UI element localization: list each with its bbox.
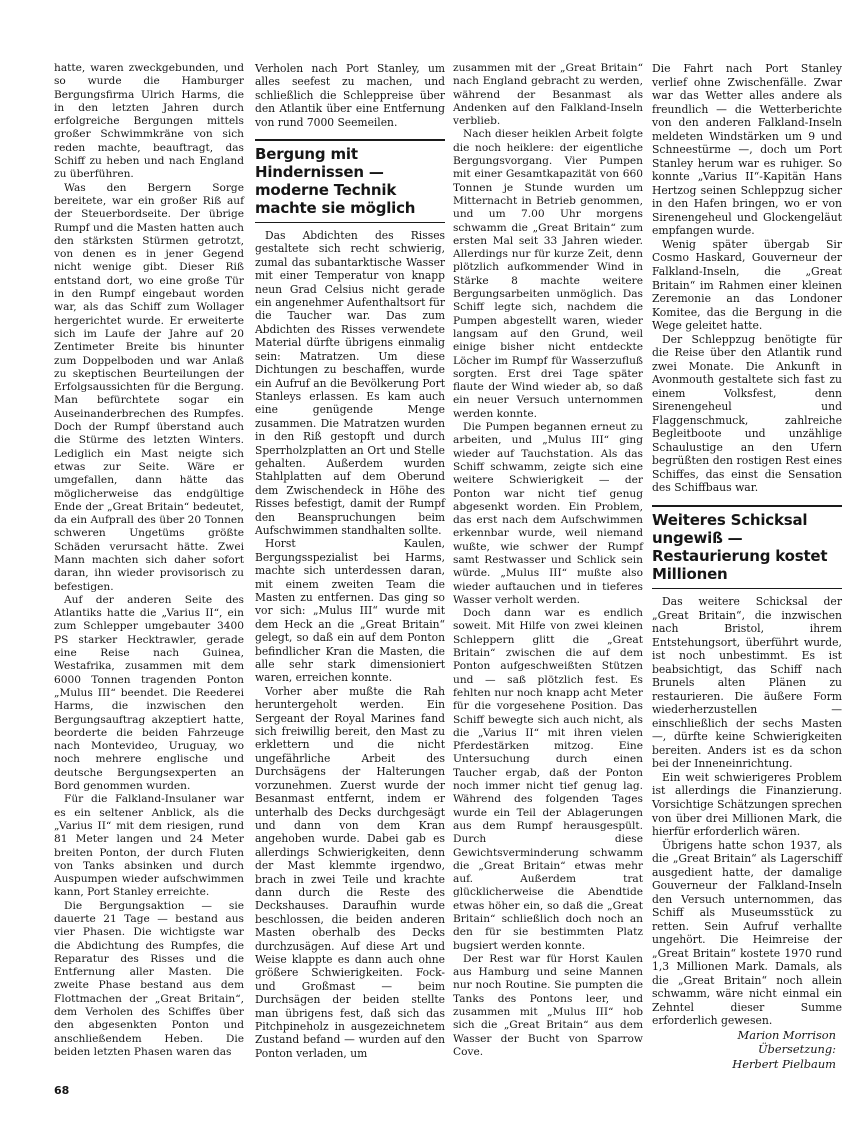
translator-credit: Herbert Pielbaum (732, 1056, 836, 1071)
paragraph: Verholen nach Port Stanley, um alles seefest zu machen, und schließlich die Schleppreise über den Atlantik über eine Entfernung von rund 7000 Seemeilen. (255, 62, 445, 129)
paragraph: Auf der anderen Seite des Atlantiks hatte die „Varius II“, ein zum Schlepper umgebauter 3400 PS starker Hecktrawler, gerade eine Reise nach Guinea, Westafrika, zusammen mit dem 6000 Tonnen tragenden Ponton „Mulus III“ beendet. Die Reederei Harms, die inzwischen den Bergungsauftrag akzeptiert hatte, beorderte die beiden Fahrzeuge nach Montevideo, Uruguay, wo noch mehrere englische und deutsche Bergungsexperten an Bord genommen wurden. (54, 593, 244, 793)
paragraph: Wenig später übergab Sir Cosmo Haskard, Gouverneur der Falkland-Inseln, die „Great Britain“ im Rahmen einer kleinen Zeremonie an das Londoner Komitee, das die Bergung in die Wege geleitet hatte. (652, 237, 842, 333)
heading-divider (255, 222, 445, 223)
section-heading: Bergung mit Hindernissen — moderne Technik machte sie möglich (255, 145, 416, 218)
column-1 (54, 62, 244, 1059)
paragraph: Für die Falkland-Insulaner war es ein seltener Anblick, als die „Varius II“ mit dem riesigen, rund 81 Meter langen und 24 Meter breiten Ponton, der durch Fluten von Tanks absinken und durch Auspumpen wieder aufschwimmen kann, Port Stanley erreichte. (54, 793, 244, 899)
paragraph: Doch dann war es endlich soweit. Mit Hilfe von zwei kleinen Schleppern glitt die „Great Britain“ zwischen die auf dem Ponton aufgeschweißten Stützen und — saß plötzlich fest. Es fehlten nur noch knapp acht Meter für die vorgesehene Position. Das Schiff bewegte sich auch nicht, als die „Varius II“ mit ihren vielen Pferdestärken mitzog. Eine Untersuchung durch einen Taucher ergab, daß der Ponton noch immer nicht tief genug lag. Während des folgenden Tages wurde ein Teil der Ablagerungen aus dem Rumpf herausgespült. Durch diese Gewichtsverminderung schwamm die „Great Britain“ etwas mehr auf. Außerdem trat glücklicherweise die Abendtide etwas höher ein, so daß die „Great Britain“ schließlich doch noch an den für sie bestimmten Platz bugsiert werden konnte. (453, 607, 643, 952)
paragraph: Ein weit schwierigeres Problem ist allerdings die Finanzierung. Vorsichtige Schätzungen sprechen von über drei Millionen Mark, die hierfür erforderlich wären. (652, 770, 842, 839)
paragraph: Das Abdichten des Risses gestaltete sich recht schwierig, zumal das subantarktische Wasser mit einer Temperatur von knapp neun Grad Celsius nicht gerade ein angenehmer Aufenthaltsort für die Taucher war. Das zum Abdichten des Risses verwendete Material dürfte übrigens einmalig sein: Matratzen. Um diese Dichtungen zu beschaffen, wurde ein Aufruf an die Bevölkerung Port Stanleys erlassen. Es kam auch eine genügende Menge zusammen. Die Matratzen wurden in den Riß gestopft und durch Sperrholzplatten an Ort und Stelle gehalten. Außerdem wurden Stahlplatten auf dem Oberund dem Zwischendeck in Höhe des Risses befestigt, damit der Rumpf den Beanspruchungen beim Aufschwimmen standhalten sollte. (255, 229, 445, 537)
section-heading: Weiteres Schicksal ungewiß — Restaurierung kostet Millionen (652, 511, 828, 583)
paragraph: Vorher aber mußte die Rah heruntergeholt werden. Ein Sergeant der Royal Marines fand sich freiwillig bereit, den Mast zu erklettern und die nicht ungefährliche Arbeit des Durchsägens der Halterungen vorzunehmen. Zuerst wurde der Besanmast entfernt, indem er unterhalb des Decks durchgesägt und dann von dem Kran angehoben wurde. Dabei gab es allerdings Schwierigkeiten, denn der Mast klemmte irgendwo, brach in zwei Teile und krachte dann durch die Reste des Deckshauses. Daraufhin wurde beschlossen, die beiden anderen Masten oberhalb des Decks durchzusägen. Auf diese Art und Weise klappte es dann auch ohne größere Schwierigkeiten. Fock- und Großmast — beim Durchsägen der beiden stellte man übrigens fest, daß sich das Pitchpineholz in ausgezeichnetem Zustand befand — wurden auf den Ponton verladen, um (255, 684, 445, 1060)
section-heading-block (652, 505, 842, 589)
paragraph: Die Bergungsaktion — sie dauerte 21 Tage — bestand aus vier Phasen. Die wichtigste war die Abdichtung des Rumpfes, die Reparatur des Risses und die Entfernung aller Masten. Die zweite Phase bestand aus dem Flottmachen der „Great Britain“, dem Verholen des Schiffes über den abgesenkten Ponton und anschließendem Heben. Die beiden letzten Phasen waren das (54, 899, 244, 1058)
paragraph: Horst Kaulen, Bergungsspezialist bei Harms, machte sich unterdessen daran, mit einem zweiten Team die Masten zu entfernen. Das ging so vor sich: „Mulus III“ wurde mit dem Heck an die „Great Britain“ gelegt, so daß ein auf dem Ponton befindlicher Kran die Masten, die alle sehr stark dimensioniert waren, erreichen konnte. (255, 537, 445, 685)
translation-label: Übersetzung: (757, 1042, 836, 1057)
section-heading-block (255, 139, 445, 223)
paragraph: Was den Bergern Sorge bereitete, war ein großer Riß auf der Steuerbordseite. Der übrige Rumpf und die Masten hatten auch den stärksten Stürmen getrotzt, von denen es in jener Gegend nicht wenige gibt. Dieser Riß entstand dort, wo eine große Tür in den Rumpf eingebaut worden war, als das Schiff zum Wollager hergerichtet wurde. Er erweiterte sich im Laufe der Jahre auf 20 Zentimeter Breite bis hinunter zum Doppelboden und war Anlaß zu skeptischen Beurteilungen der Erfolgsaussichten für die Bergung. Man befürchtete sogar ein Auseinanderbrechen des Rumpfes. Doch der Rumpf überstand auch die Stürme des letzten Winters. Lediglich ein Mast neigte sich etwas zur Seite. Wäre er umgefallen, dann hätte das möglicherweise das endgültige Ende der „Great Britain“ bedeutet, da ein Aufprall des über 20 Tonnen schweren Ungetüms größte Schäden verursacht hätte. Zwei Mann machten sich daher sofort daran, ihn wieder provisorisch zu befestigen. (54, 181, 244, 593)
paragraph: Die Fahrt nach Port Stanley verlief ohne Zwischenfälle. Zwar war das Wetter alles andere als freundlich — die Wetterberichte von den anderen Falkland-Inseln meldeten Windstärken um 9 und Schneestürme —, doch um Port Stanley herum war es ruhiger. So konnte „Varius II“-Kapitän Hans Hertzog seinen Schleppzug sicher in den Hafen bringen, wo er von Sirenengeheul und Glockengeläut empfangen wurde. (652, 62, 842, 238)
paragraph: Der Schleppzug benötigte für die Reise über den Atlantik rund zwei Monate. Die Ankunft in Avonmouth gestaltete sich fast zu einem Volksfest, denn Sirenengeheul und Flaggenschmuck, zahlreiche Begleitboote und unzählige Schaulustige an den Ufern begrüßten den rostigen Rest eines Schiffes, das einst die Sensation des Schiffbaus war. (652, 332, 842, 495)
column-3 (453, 62, 643, 1059)
page-number: 68 (54, 1084, 70, 1097)
paragraph: Der Rest war für Horst Kaulen aus Hamburg und seine Mannen nur noch Routine. Sie pumpten die Tanks des Pontons leer, und zusammen mit „Mulus III“ hob sich die „Great Britain“ aus dem Wasser der Bucht von Sparrow Cove. (453, 952, 643, 1058)
paragraph: Übrigens hatte schon 1937, als die „Great Britain“ als Lagerschiff ausgedient hatte, der damalige Gouverneur der Falkland-Inseln den Versuch unternommen, das Schiff als Museumsstück zu retten. Sein Aufruf verhallte ungehört. Die Heimreise der „Great Britain“ kostete 1970 rund 1,3 Millionen Mark. Damals, als die „Great Britain“ noch allein schwamm, wäre nicht einmal ein Zehntel dieser Summe erforderlich gewesen. (652, 838, 842, 1028)
paragraph: Die Pumpen begannen erneut zu arbeiten, und „Mulus III“ ging wieder auf Tauchstation. Als das Schiff schwamm, zeigte sich eine weitere Schwierigkeit — der Ponton war nicht tief genug abgesenkt worden. Ein Problem, das erst nach dem Aufschwimmen erkennbar wurde, weil niemand wußte, wie schwer der Rumpf samt Restwasser und Schlick sein würde. „Mulus III“ mußte also wieder auftauchen und in tieferes Wasser verholt werden. (453, 421, 643, 606)
paragraph: Das weitere Schicksal der „Great Britain“, die inzwischen nach Bristol, ihrem Entstehungsort, überführt wurde, ist noch unbestimmt. Es ist beabsichtigt, das Schiff nach Brunels alten Plänen zu restaurieren. Die äußere Form wiederherzustellen — einschließlich der sechs Masten —, dürfte keine Schwierigkeiten bereiten. Anders ist es da schon bei der Inneneinrichtung. (652, 595, 842, 771)
column-2 (255, 62, 445, 1060)
paragraph: hatte, waren zweckgebunden, und so wurde die Hamburger Bergungsfirma Ulrich Harms, die in den letzten Jahren durch erfolgreiche Bergungen mittels großer Schwimmkräne von sich reden machte, beauftragt, das Schiff zu heben und nach England zu überführen. (54, 62, 244, 181)
author-credit: Marion Morrison (737, 1028, 836, 1042)
paragraph: zusammen mit der „Great Britain“ nach England gebracht zu werden, während der Besanmast als Andenken auf den Falkland-Inseln verblieb. (453, 62, 643, 128)
heading-divider (652, 588, 842, 589)
paragraph: Nach dieser heiklen Arbeit folgte die noch heiklere: der eigentliche Bergungsvorgang. Vier Pumpen mit einer Gesamtkapazität von 660 Tonnen je Stunde wurden um Mitternacht in Betrieb genommen, und um 7.00 Uhr morgens schwamm die „Great Britain“ zum ersten Mal seit 33 Jahren wieder. Allerdings nur für kurze Zeit, denn plötzlich aufkommender Wind in Stärke 8 machte weitere Bergungsarbeiten unmöglich. Das Schiff legte sich, nachdem die Pumpen abgestellt waren, wieder langsam auf den Grund, weil einige bisher nicht entdeckte Löcher im Rumpf für Wasserzufluß sorgten. Erst drei Tage später flaute der Wind wieder ab, so daß ein neuer Versuch unternommen werden konnte. (453, 128, 643, 420)
column-4 (652, 62, 842, 1071)
